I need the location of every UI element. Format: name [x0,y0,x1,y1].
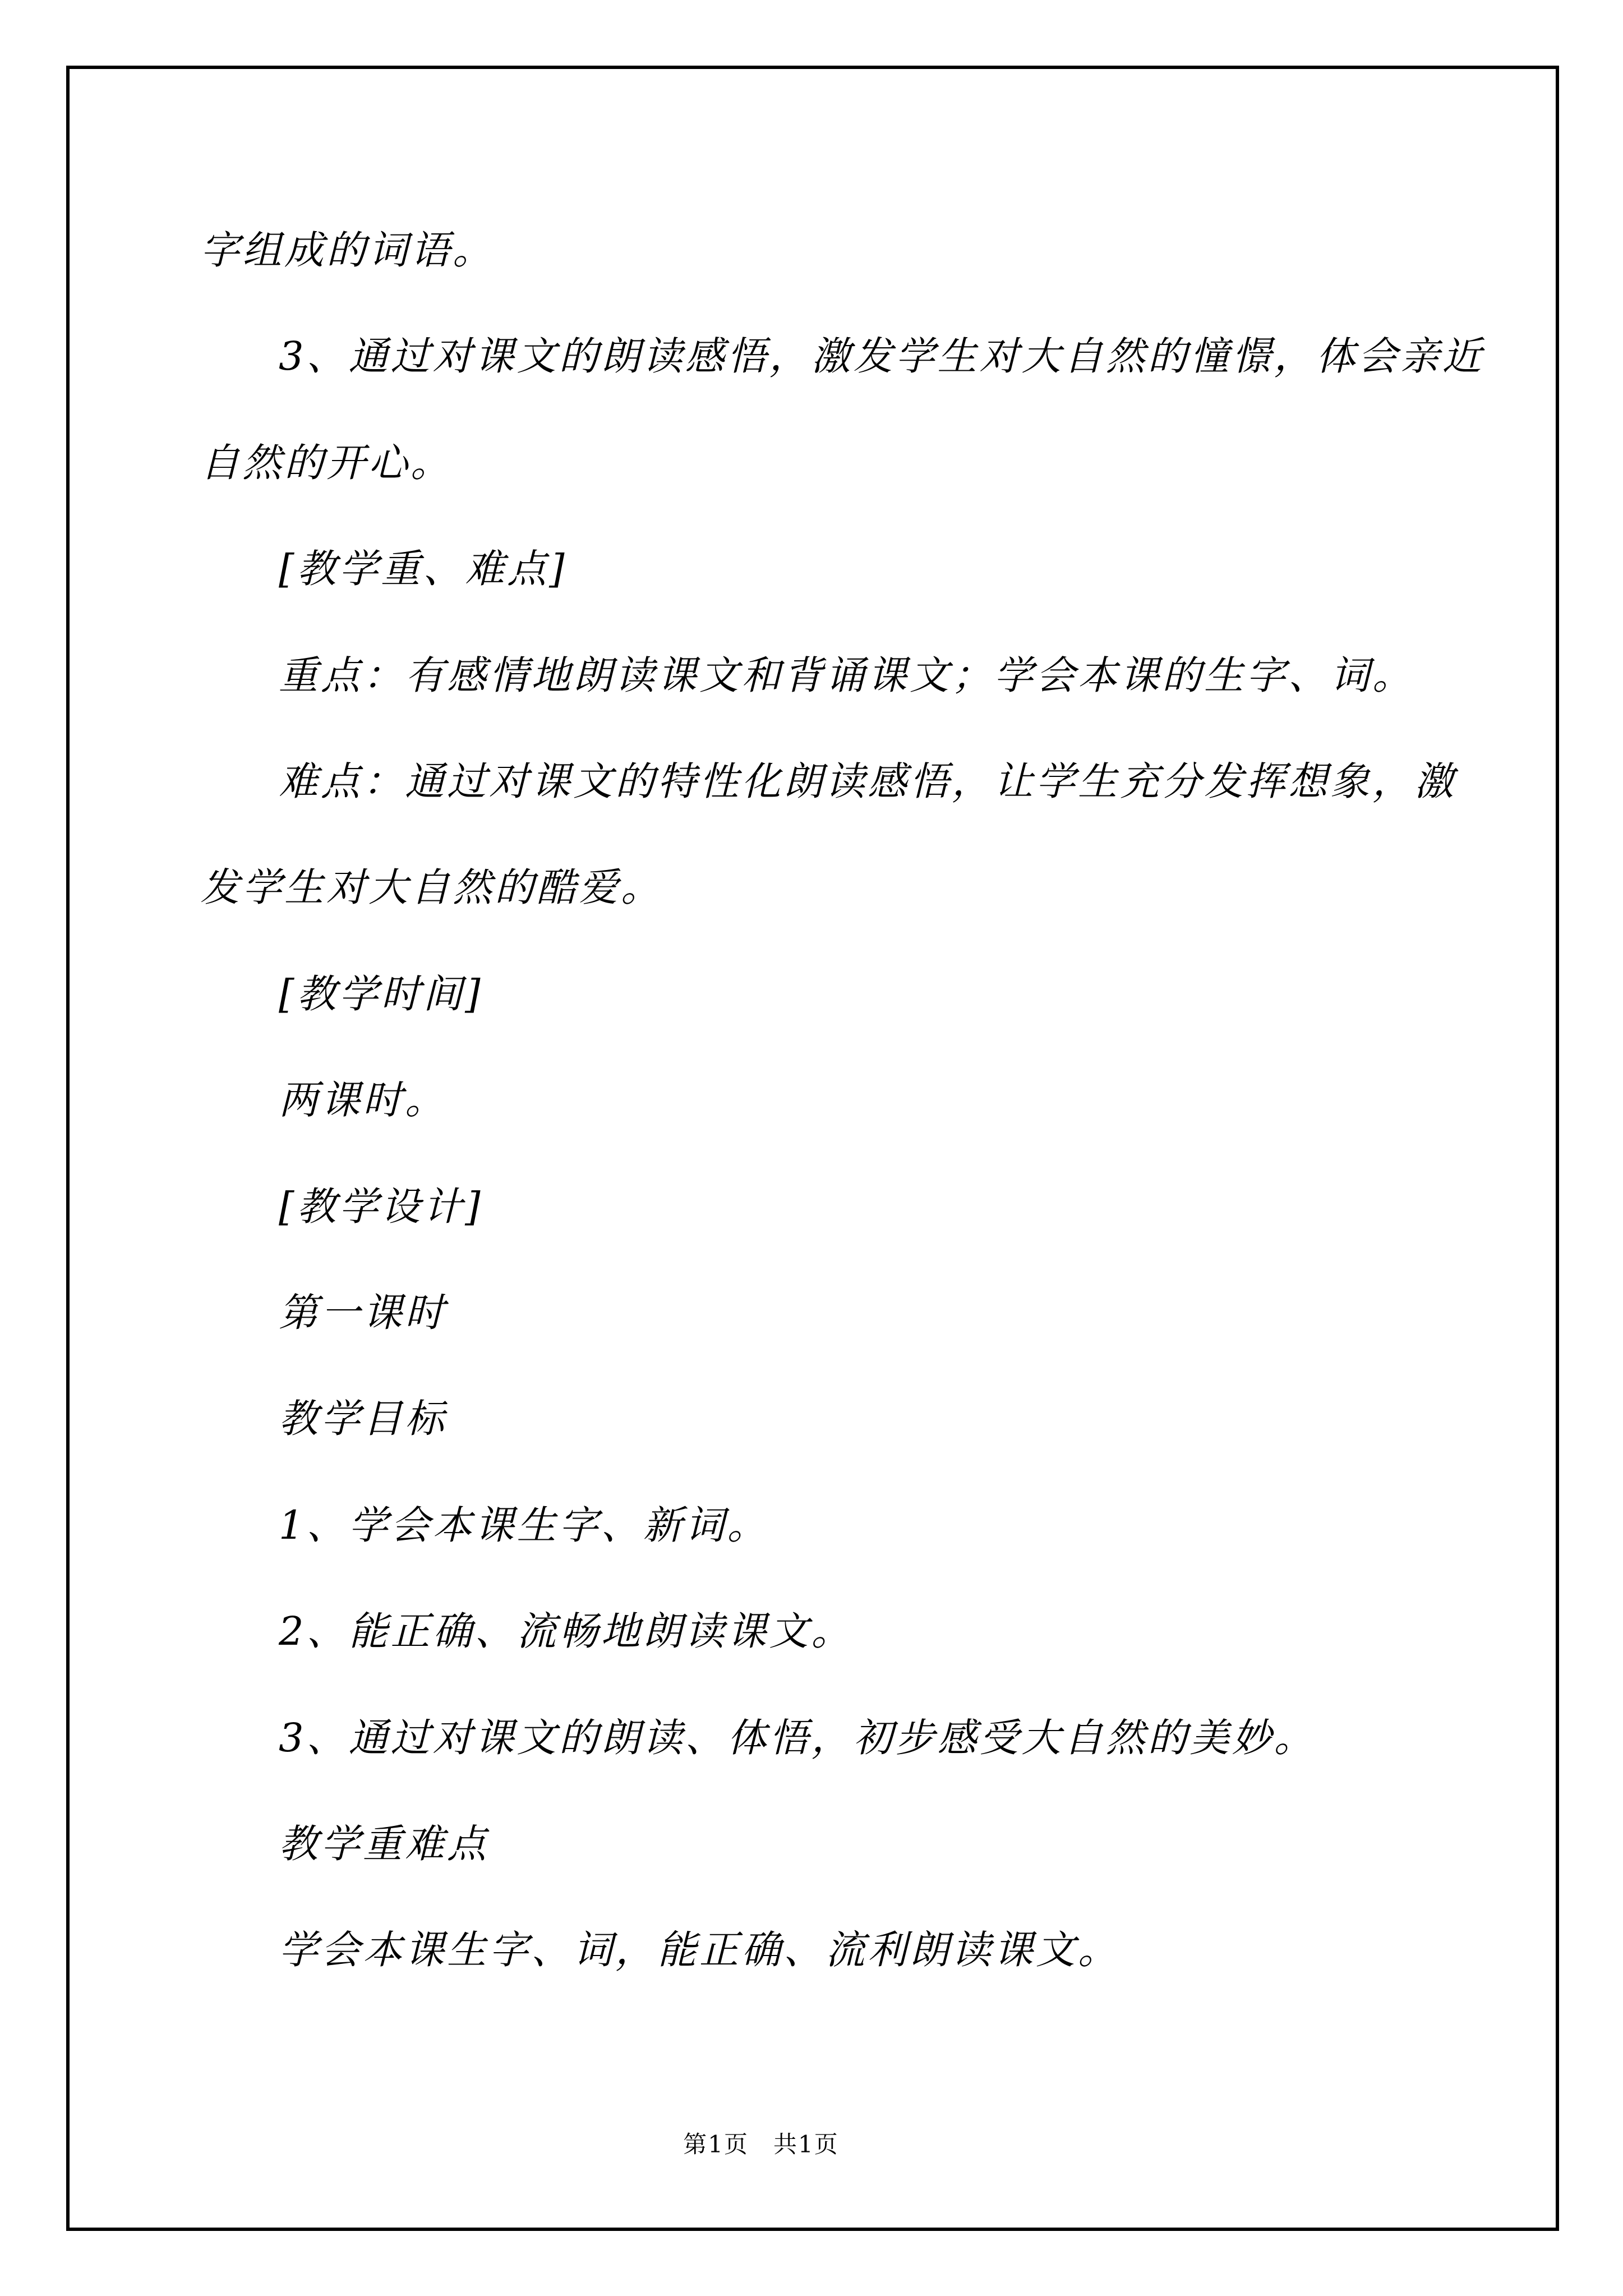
document-line: 2、能正确、流畅地朗读课文。 [279,1608,854,1655]
document-line: 学会本课生字、词，能正确、流利朗读课文。 [279,1927,1120,1973]
document-line: 3、通过对课文的朗读感悟，激发学生对大自然的憧憬，体会亲近 [279,333,1484,380]
document-line: [教学设计] [279,1183,483,1230]
document-line: 第一课时 [279,1290,447,1336]
document-line: 难点：通过对课文的特性化朗读感悟，让学生充分发挥想象，激 [279,758,1456,804]
document-line: 发学生对大自然的酷爱。 [200,864,663,911]
document-line: 两课时。 [279,1077,447,1124]
document-line: 3、通过对课文的朗读、体悟，初步感受大自然的美妙。 [279,1714,1316,1761]
document-line: [教学时间] [279,970,483,1017]
document-line: 教学重难点 [279,1821,489,1867]
document-line: 字组成的词语。 [200,227,495,273]
document-line: 自然的开心。 [200,439,453,486]
document-line: 教学目标 [279,1396,447,1442]
document-line: 1、学会本课生字、新词。 [279,1502,769,1548]
page-number-footer: 第1页 共1页 [683,2131,839,2158]
document-line: 重点：有感情地朗读课文和背诵课文；学会本课的生字、词。 [279,652,1414,698]
document-line: [教学重、难点] [279,546,568,592]
